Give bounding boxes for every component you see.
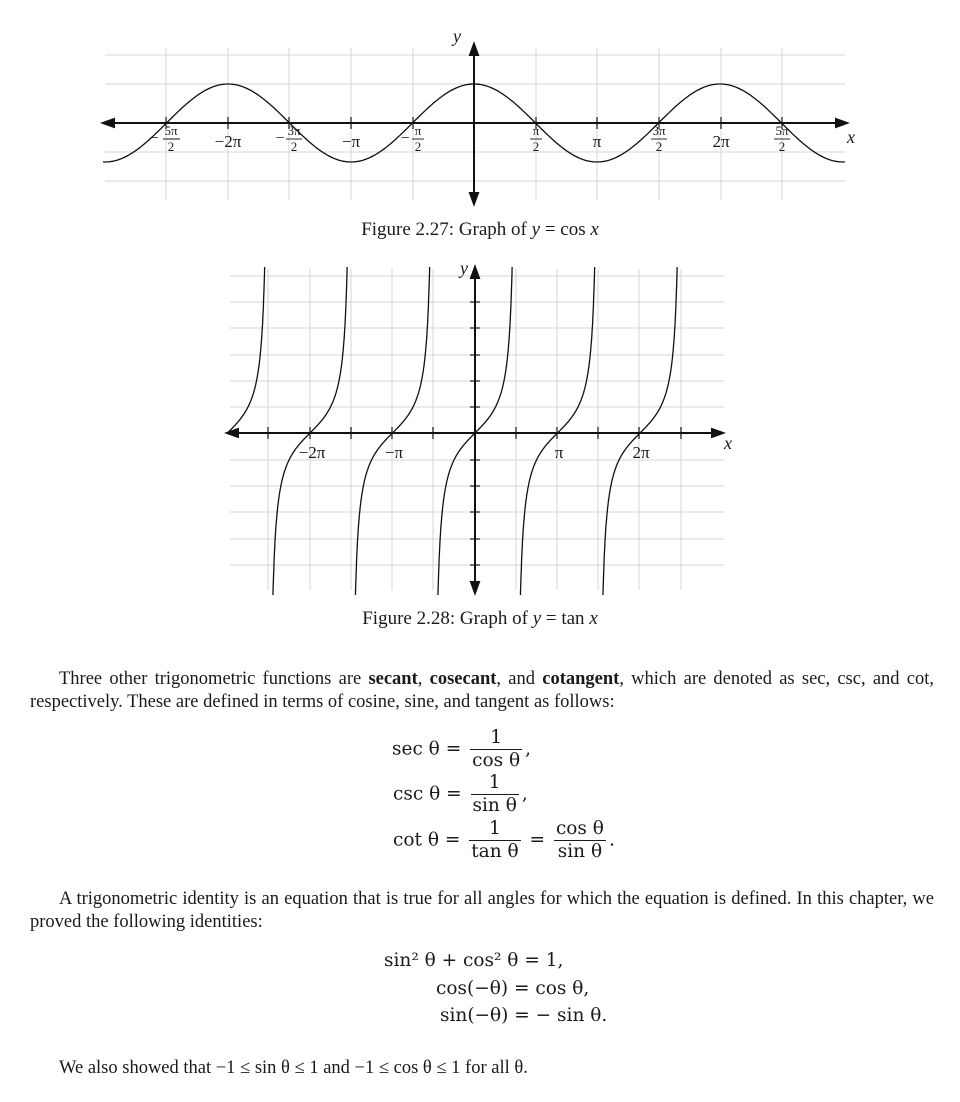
para-text: , (417, 669, 430, 689)
identity-pythagorean: sin² θ + cos² θ = 1, (384, 950, 564, 971)
tick-minus-pi: −π (384, 443, 404, 462)
caption-var-y: y (532, 608, 542, 629)
tick-minus-pi: −π (341, 132, 361, 151)
caption-prefix: Figure 2.28: Graph of (362, 608, 533, 629)
tick-5pi-den: 2 (167, 139, 175, 154)
tangent-axes (227, 267, 723, 593)
tick-2pi: 2π (632, 443, 650, 462)
tick-minus-2pi: −2π (214, 132, 242, 151)
cot-denominator: tan θ (471, 841, 519, 862)
tick-pi: π (592, 132, 602, 151)
cot-equals: = (529, 829, 546, 851)
cosine-graph (0, 20, 960, 235)
csc-denominator: sin θ (472, 795, 517, 816)
cot-fraction-2 (554, 818, 606, 863)
tick-pi-den: 2 (414, 139, 422, 154)
tick-minus-2pi: −2π (298, 443, 326, 462)
tangent-y-axis-label: y (460, 258, 468, 278)
sec-fraction (470, 727, 522, 772)
tick-3pi-num: 3π (287, 123, 301, 138)
tick-3pi-den: 2 (290, 139, 298, 154)
sec-definition (392, 727, 531, 772)
identity-sin-odd: sin(−θ) = − sin θ. (440, 1005, 608, 1026)
cot-denominator-2: sin θ (554, 840, 606, 863)
punct: , (525, 738, 532, 760)
paragraph-bounds (30, 1057, 934, 1080)
cosine-axes (103, 44, 847, 204)
cot-numerator: 1 (489, 818, 501, 839)
cot-numerator-2: cos θ (555, 818, 604, 839)
tick-3pi-num: 3π (652, 123, 666, 138)
cot-fraction-1 (469, 818, 520, 863)
tick-5pi-num: 5π (775, 123, 789, 138)
para-text: , which are denoted as sec, csc, and cot, respectively. These are defined in terms of cosine, sine, and tangent as follows: (30, 669, 934, 712)
term-cotangent: cotangent (542, 669, 620, 689)
tick-pi-num: π (414, 123, 422, 138)
para-text: A trigonometric identity is an equation that is true for all angles for which the equation is defined. In this chapter, we proved the following identities: (30, 889, 934, 932)
tick-pi-num: π (532, 123, 540, 138)
tangent-graph (0, 255, 960, 600)
tick-3pi-den: 2 (655, 139, 663, 154)
tick-pi: π (554, 443, 564, 462)
caption-equals: = cos (540, 219, 591, 240)
punct: , (521, 783, 528, 805)
tick-2pi: 2π (712, 132, 730, 151)
csc-numerator: 1 (488, 772, 501, 793)
tick-minus-sign: − (275, 130, 285, 147)
identity-cos-even: cos(−θ) = cos θ, (436, 978, 590, 999)
caption-var-x: x (590, 219, 599, 240)
para-text: We also showed that −1 ≤ sin θ ≤ 1 and −1 ≤ cos θ ≤ 1 for all θ. (59, 1058, 528, 1078)
paragraph-identity-intro (30, 888, 934, 933)
cosine-x-axis-label: x (847, 127, 855, 147)
tick-minus-sign: − (400, 130, 410, 147)
cosine-tick-labels (149, 123, 790, 154)
punct: . (608, 829, 615, 851)
para-text: , and (496, 669, 543, 689)
csc-definition (393, 772, 528, 817)
sec-lhs: sec θ = (392, 738, 462, 760)
tangent-grid (230, 269, 724, 590)
sec-denominator: cos θ (472, 750, 521, 771)
tick-minus-sign: − (149, 130, 159, 147)
term-cosecant: cosecant (429, 669, 497, 689)
tick-pi-den: 2 (532, 139, 540, 154)
cot-lhs: cot θ = (393, 829, 461, 851)
csc-lhs: csc θ = (393, 783, 462, 805)
caption-var-y: y (531, 219, 541, 240)
tick-5pi-den: 2 (778, 139, 786, 154)
caption-prefix: Figure 2.27: Graph of (361, 219, 532, 240)
cosine-y-axis-label: y (453, 26, 461, 46)
csc-fraction (471, 772, 519, 817)
paragraph-secant-intro (30, 668, 934, 713)
figure-2-28-caption (0, 608, 960, 630)
definitions-block (0, 725, 960, 875)
caption-equals: = tan (541, 608, 590, 629)
term-secant: secant (368, 669, 418, 689)
caption-var-x: x (589, 608, 598, 629)
para-text: Three other trigonometric functions are (59, 669, 369, 689)
tick-5pi-num: 5π (164, 123, 178, 138)
cot-definition (393, 818, 615, 863)
sec-numerator: 1 (490, 727, 502, 748)
figure-2-27-caption (0, 219, 960, 241)
tangent-x-axis-label: x (724, 433, 732, 453)
